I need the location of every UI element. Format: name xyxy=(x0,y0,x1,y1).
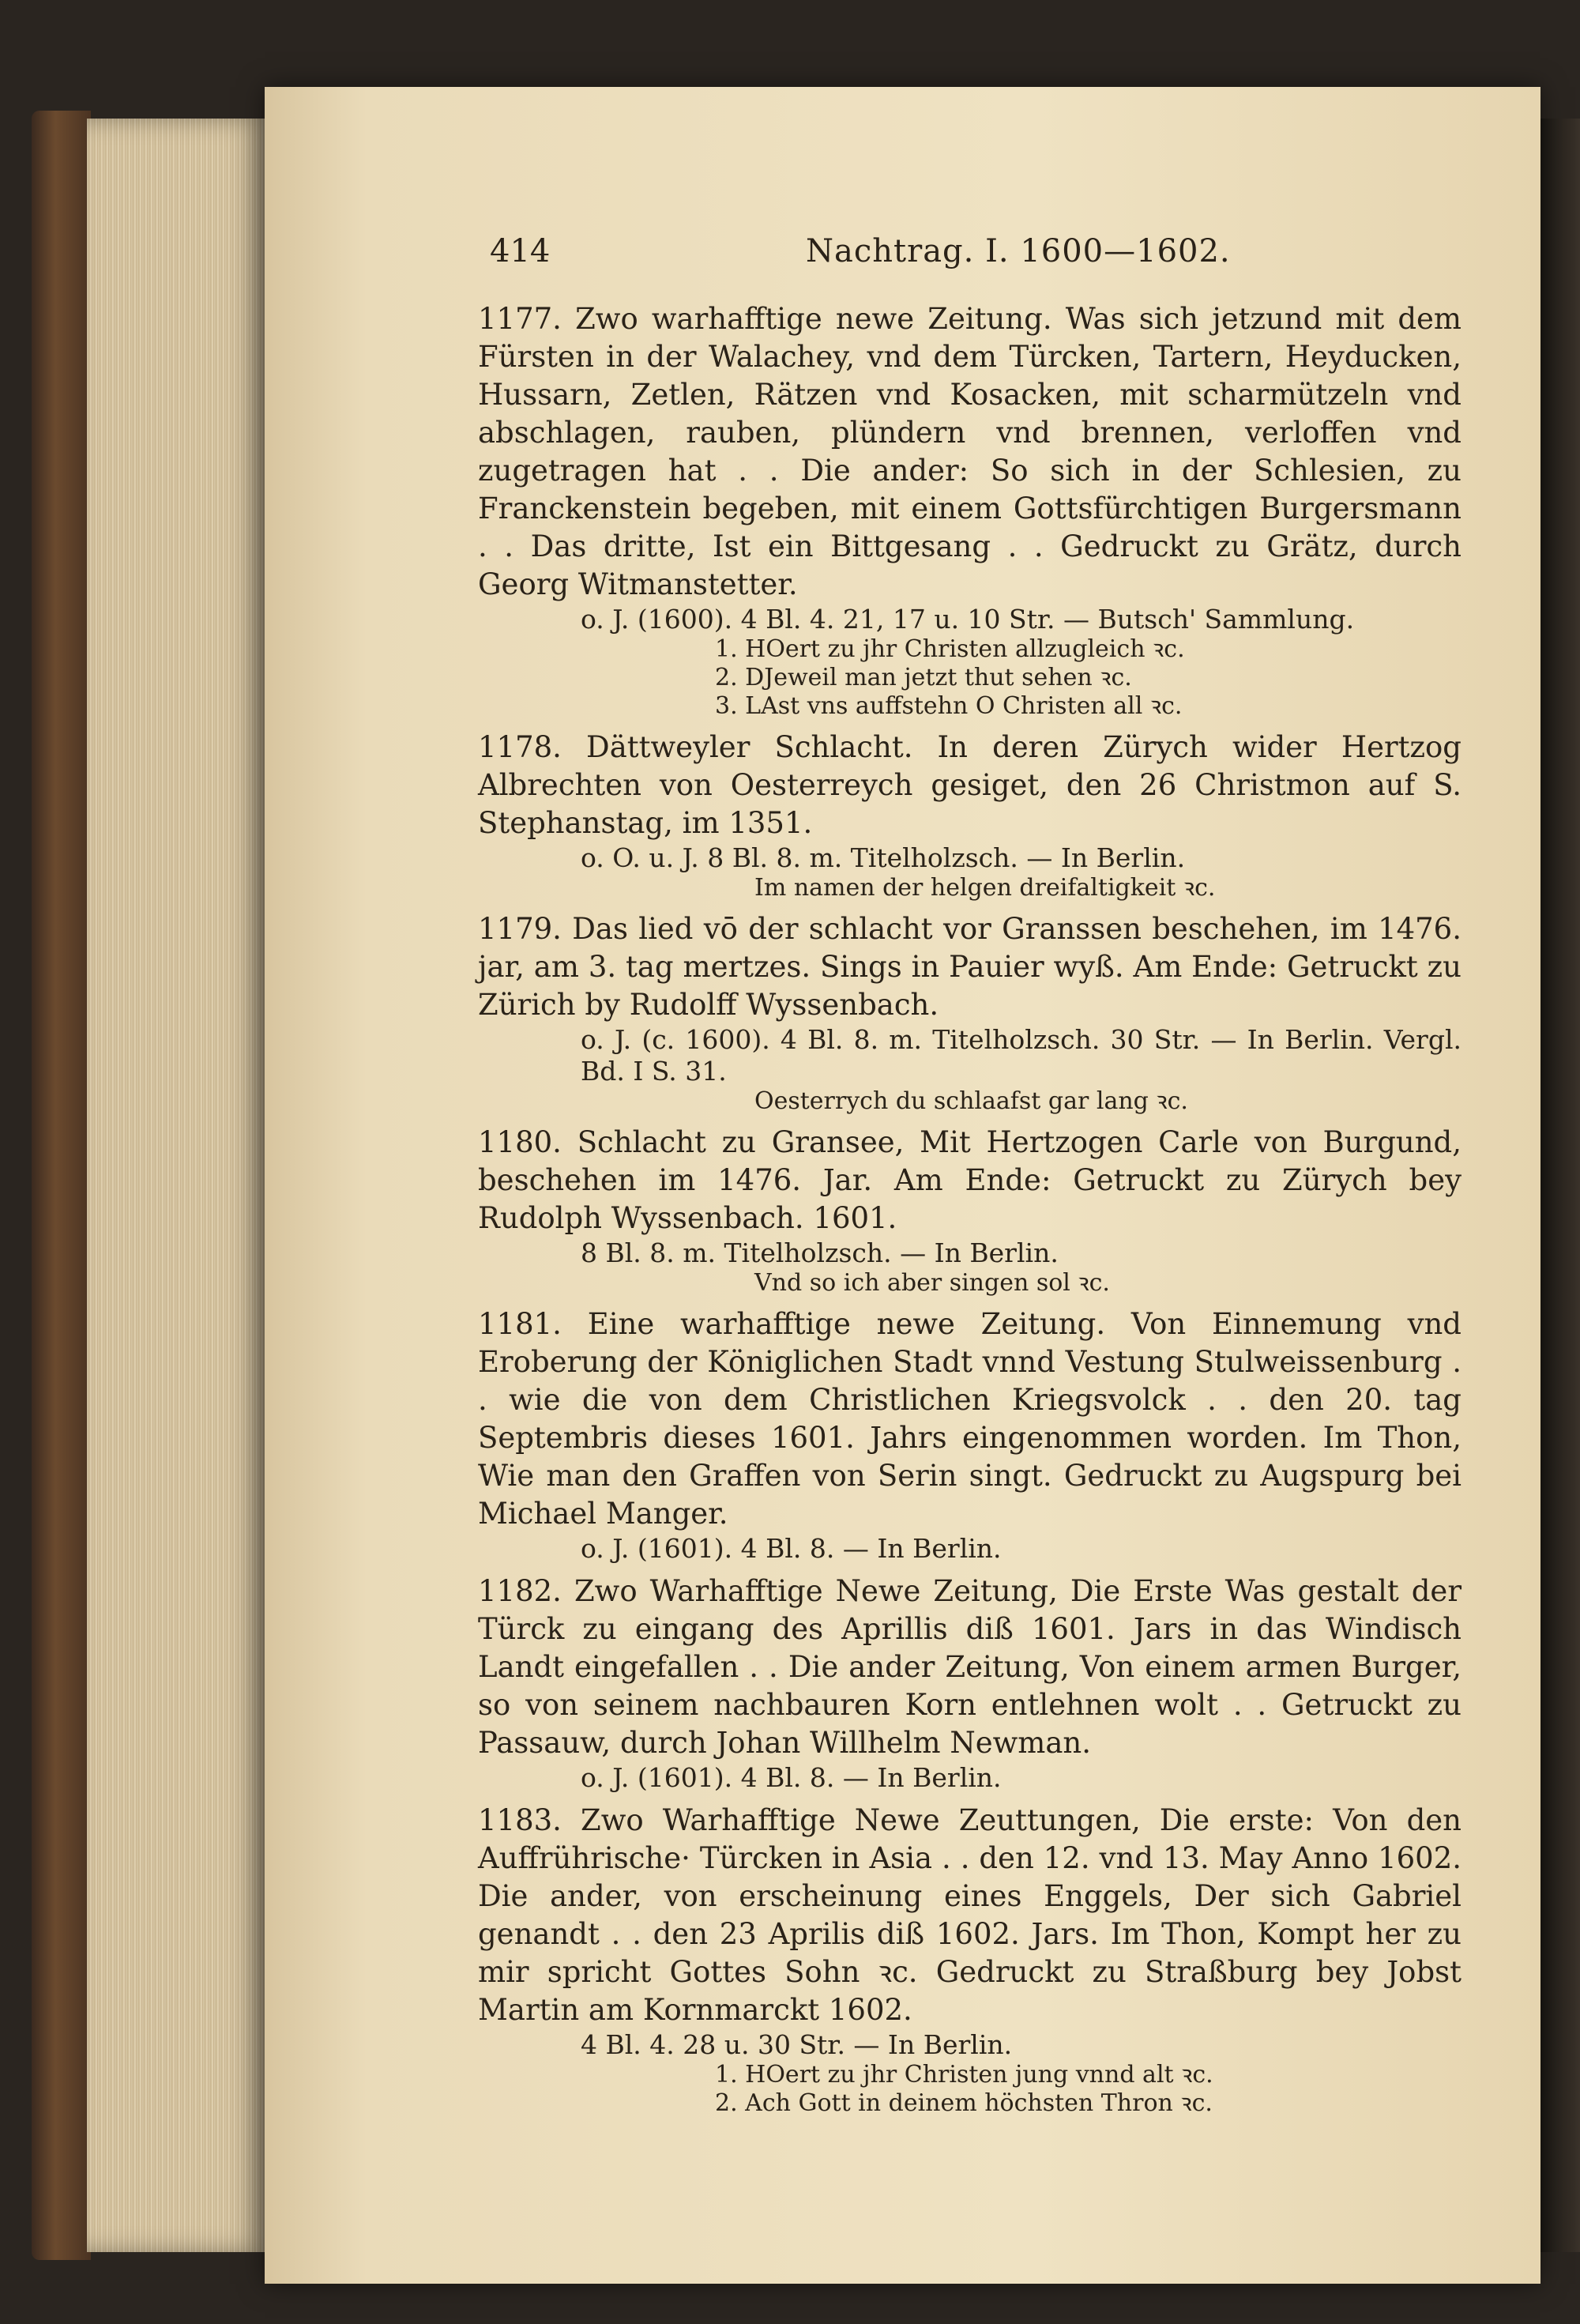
entry-text: Eine warhafftige newe Zeitung. Von Einnemung vnd Eroberung der Königlichen Stadt vnnd Vestung Stulweissenburg . . wie die von dem Christlichen Kriegsvolck . . den 20. tag Septembris dieses 1601. Jahrs eingenommen worden. Im Thon, Wie man den Graffen von Serin singt. Gedruckt zu Augspurg bei Michael Manger. xyxy=(478,1307,1462,1531)
entry-text: Dättweyler Schlacht. In deren Zürych wider Hertzog Albrechten von Oesterreych gesiget, den 26 Christmon auf S. Stephanstag, im 1351. xyxy=(478,730,1462,840)
song-incipit: 1. HOert zu jhr Christen allzugleich ꝛc. xyxy=(715,635,1185,663)
entry-meta: o. J. (1601). 4 Bl. 8. — In Berlin. xyxy=(581,1533,1002,1564)
entry-1181 xyxy=(478,1305,1462,1565)
entry-meta: 4 Bl. 4. 28 u. 30 Str. — In Berlin. xyxy=(581,2029,1013,2060)
entry-meta: o. J. (1600). 4 Bl. 4. 21, 17 u. 10 Str. — Butsch' Sammlung. xyxy=(581,604,1355,635)
entry-number: 1183. xyxy=(478,1803,562,1837)
song-incipit: 2. DJeweil man jetzt thut sehen ꝛc. xyxy=(715,664,1132,691)
song-list xyxy=(478,1269,1462,1298)
entry-1178 xyxy=(478,729,1462,902)
song-list xyxy=(478,1087,1462,1116)
song-incipit: 1. HOert zu jhr Christen jung vnnd alt ꝛc. xyxy=(715,2061,1213,2089)
song-incipit: 2. Ach Gott in deinem höchsten Thron ꝛc. xyxy=(715,2089,1213,2117)
entry-meta: o. O. u. J. 8 Bl. 8. m. Titelholzsch. — In Berlin. xyxy=(581,842,1186,873)
entry-number: 1178. xyxy=(478,730,562,764)
entry-1177 xyxy=(478,300,1462,721)
book-page xyxy=(265,87,1540,2284)
song-list xyxy=(478,874,1462,902)
entry-1182 xyxy=(478,1573,1462,1794)
entry-number: 1177. xyxy=(478,302,562,336)
entry-number: 1179. xyxy=(478,912,562,946)
entry-text: Zwo Warhafftige Newe Zeitung, Die Erste Was gestalt der Türck zu eingang des Aprillis diß 1601. Jars in das Windisch Landt eingefallen . . Die ander Zeitung, Von einem armen Burger, so von seinem nachbauren Korn entlehnen wolt . . Getruckt zu Passauw, durch Johan Willhelm Newman. xyxy=(478,1574,1462,1760)
book-binding xyxy=(32,111,91,2260)
entry-text: Das lied vō der schlacht vor Granssen beschehen, im 1476. jar, am 3. tag mertzes. Sings in Pauier wyß. Am Ende: Getruckt zu Zürich by Rudolff Wyssenbach. xyxy=(478,912,1462,1022)
entry-meta: 8 Bl. 8. m. Titelholzsch. — In Berlin. xyxy=(581,1237,1059,1268)
song-list xyxy=(478,2061,1462,2118)
entry-meta: o. J. (1601). 4 Bl. 8. — In Berlin. xyxy=(581,1762,1002,1793)
entry-text: Zwo warhafftige newe Zeitung. Was sich jetzund mit dem Fürsten in der Walachey, vnd dem Türcken, Tartern, Heyducken, Hussarn, Zetlen, Rätzen vnd Kosacken, mit scharmützeln vnd abschlagen, rauben, plündern vnd brennen, verloffen vnd zugetragen hat . . Die ander: So sich in der Schlesien, zu Franckenstein begeben, mit einem Gottsfürchtigen Burgersmann . . Das dritte, Ist ein Bittgesang . . Gedruckt zu Grätz, durch Georg Witmanstetter. xyxy=(478,302,1462,601)
page-edges xyxy=(87,119,269,2252)
song-incipit: Oesterrych du schlaafst gar lang ꝛc. xyxy=(754,1087,1188,1115)
running-title: Nachtrag. I. 1600—1602. xyxy=(806,233,1231,269)
facing-page-edge xyxy=(1540,119,1580,2252)
song-incipit: 3. LAst vns auffstehn O Christen all ꝛc. xyxy=(715,692,1183,720)
song-incipit: Vnd so ich aber singen sol ꝛc. xyxy=(754,1269,1110,1297)
page-content xyxy=(478,300,1462,2126)
page-number: 414 xyxy=(490,233,551,269)
entry-1179 xyxy=(478,910,1462,1116)
entry-number: 1181. xyxy=(478,1307,562,1341)
entry-text: Schlacht zu Gransee, Mit Hertzogen Carle von Burgund, beschehen im 1476. Jar. Am Ende: Getruckt zu Zürych bey Rudolph Wyssenbach. 1601. xyxy=(478,1125,1462,1235)
entry-number: 1182. xyxy=(478,1574,562,1608)
entry-1183 xyxy=(478,1802,1462,2118)
song-list xyxy=(478,635,1462,721)
entry-text: Zwo Warhafftige Newe Zeuttungen, Die erste: Von den Auffrührische· Türcken in Asia . . den 12. vnd 13. May Anno 1602. Die ander, von erscheinung eines Enggels, Der sich Gabriel genandt . . den 23 Aprilis diß 1602. Jars. Im Thon, Kompt her zu mir spricht Gottes Sohn ꝛc. Gedruckt zu Straßburg bey Jobst Martin am Kornmarckt 1602. xyxy=(478,1803,1462,2027)
entry-1180 xyxy=(478,1124,1462,1298)
song-incipit: Im namen der helgen dreifaltigkeit ꝛc. xyxy=(754,874,1216,902)
entry-meta: o. J. (c. 1600). 4 Bl. 8. m. Titelholzsch. 30 Str. — In Berlin. Vergl. Bd. I S. 31. xyxy=(581,1024,1462,1087)
entry-number: 1180. xyxy=(478,1125,562,1159)
